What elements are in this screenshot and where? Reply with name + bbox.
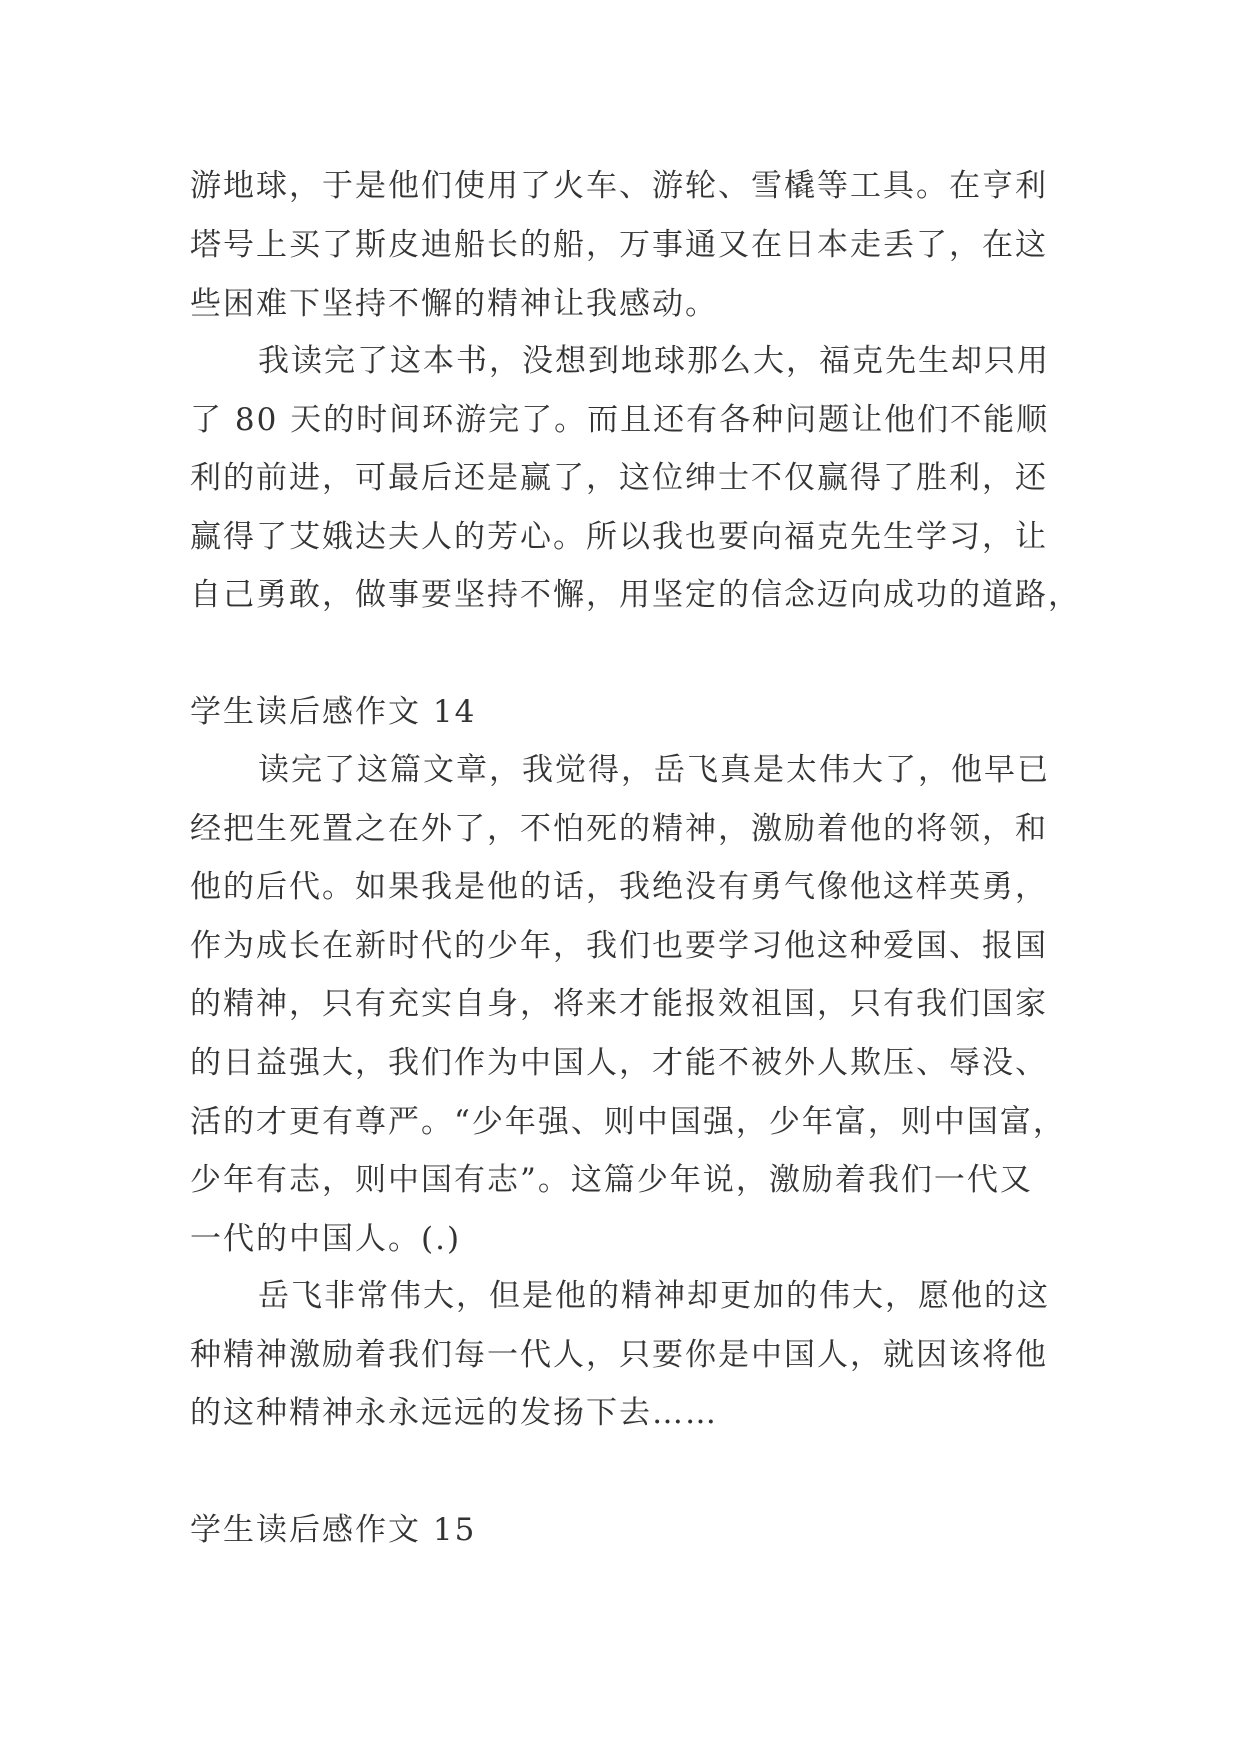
- paragraph-line: 一代的中国人。(.): [190, 1221, 462, 1257]
- paragraph-line: 塔号上买了斯皮迪船长的船，万事通又在日本走丢了，在这: [190, 227, 1048, 263]
- paragraph-line: 经把生死置之在外了，不怕死的精神，激励着他的将领，和: [190, 811, 1048, 847]
- paragraph-line: 他的后代。如果我是他的话，我绝没有勇气像他这样英勇，: [190, 869, 1048, 905]
- paragraph-line: 些困难下坚持不懈的精神让我感动。: [190, 286, 718, 322]
- paragraph-line: 的日益强大，我们作为中国人，才能不被外人欺压、辱没、: [190, 1045, 1048, 1081]
- paragraph-line: 利的前进，可最后还是赢了，这位绅士不仅赢得了胜利，还: [190, 460, 1048, 496]
- paragraph-line: 了 80 天的时间环游完了。而且还有各种问题让他们不能顺: [190, 402, 1050, 438]
- paragraph-line: 的这种精神永永远远的发扬下去……: [190, 1395, 718, 1431]
- paragraph-line: 读完了这篇文章，我觉得，岳飞真是太伟大了，他早已: [258, 752, 1050, 788]
- section-heading: 学生读后感作文 14: [190, 694, 477, 730]
- paragraph-line: 赢得了艾娥达夫人的芳心。所以我也要向福克先生学习，让: [190, 519, 1048, 555]
- paragraph-line: 我读完了这本书，没想到地球那么大，福克先生却只用: [258, 343, 1050, 379]
- paragraph-line: 活的才更有尊严。“少年强、则中国强，少年富，则中国富，: [190, 1104, 1066, 1140]
- paragraph-line: 作为成长在新时代的少年，我们也要学习他这种爱国、报国: [190, 928, 1048, 964]
- paragraph-line: 游地球，于是他们使用了火车、游轮、雪橇等工具。在亨利: [190, 168, 1048, 204]
- section-heading: 学生读后感作文 15: [190, 1512, 477, 1548]
- paragraph-line: 种精神激励着我们每一代人，只要你是中国人，就因该将他: [190, 1337, 1048, 1373]
- paragraph-line: 岳飞非常伟大，但是他的精神却更加的伟大，愿他的这: [258, 1278, 1050, 1314]
- paragraph-line: 的精神，只有充实自身，将来才能报效祖国，只有我们国家: [190, 986, 1048, 1022]
- paragraph-line: 少年有志，则中国有志”。这篇少年说，激励着我们一代又: [190, 1162, 1033, 1198]
- paragraph-line: 自己勇敢，做事要坚持不懈，用坚定的信念迈向成功的道路，: [190, 577, 1081, 613]
